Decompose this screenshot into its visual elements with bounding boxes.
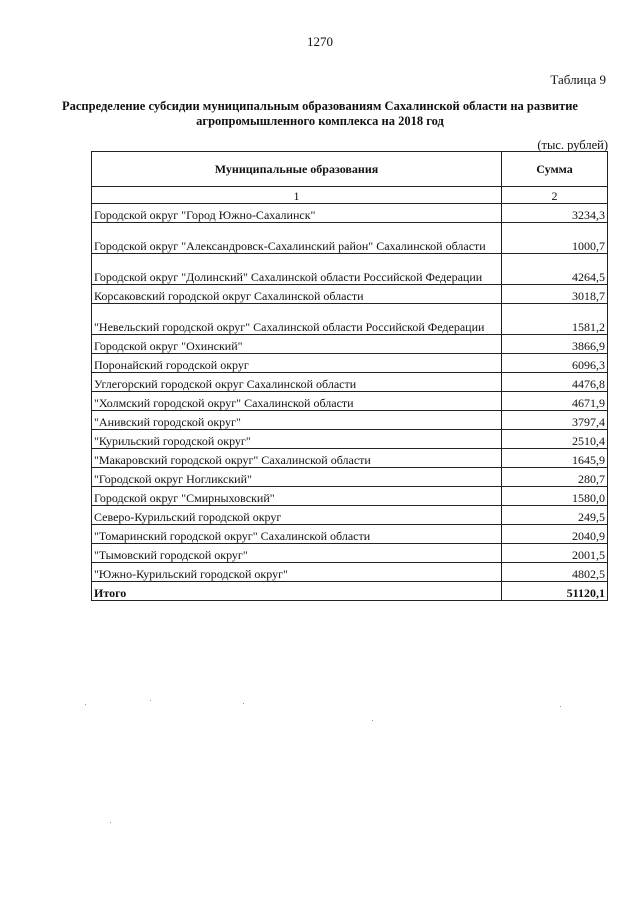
table-row — [92, 254, 608, 285]
subsidy-amount: 1581,2 — [502, 304, 608, 335]
subsidy-amount: 2001,5 — [502, 544, 608, 563]
municipality-name: "Холмский городской округ" Сахалинской области — [92, 392, 502, 411]
total-amount: 51120,1 — [502, 582, 608, 601]
subsidy-table — [91, 151, 608, 601]
scan-speck — [243, 703, 244, 704]
scan-speck — [150, 700, 151, 701]
subsidy-amount: 4671,9 — [502, 392, 608, 411]
subsidy-amount: 6096,3 — [502, 354, 608, 373]
units-label: (тыс. рублей) — [537, 138, 608, 152]
subsidy-amount: 2510,4 — [502, 430, 608, 449]
subsidy-amount: 3018,7 — [502, 285, 608, 304]
table-row — [92, 354, 608, 373]
subsidy-amount: 3234,3 — [502, 204, 608, 223]
municipality-name: Городской округ "Охинский" — [92, 335, 502, 354]
table-row — [92, 563, 608, 582]
municipality-name: Корсаковский городской округ Сахалинской области — [92, 285, 502, 304]
page-number: 1270 — [307, 34, 333, 49]
table-row — [92, 468, 608, 487]
table-row — [92, 223, 608, 254]
subsidy-amount: 4264,5 — [502, 254, 608, 285]
table-row — [92, 411, 608, 430]
scan-speck — [110, 822, 111, 823]
table-row — [92, 392, 608, 411]
table-header-row — [92, 152, 608, 187]
municipality-name: "Курильский городской округ" — [92, 430, 502, 449]
municipality-name: Городской округ "Александровск-Сахалинский район" Сахалинской области — [92, 223, 502, 254]
table-row — [92, 525, 608, 544]
municipality-name: "Южно-Курильский городской округ" — [92, 563, 502, 582]
scan-speck — [372, 720, 373, 721]
municipality-name: Городской округ "Город Южно-Сахалинск" — [92, 204, 502, 223]
header-amount: Сумма — [502, 152, 608, 187]
subsidy-amount: 249,5 — [502, 506, 608, 525]
subsidy-amount: 4476,8 — [502, 373, 608, 392]
table-row — [92, 430, 608, 449]
table-row — [92, 506, 608, 525]
municipality-name: "Тымовский городской округ" — [92, 544, 502, 563]
municipality-name: Углегорский городской округ Сахалинской области — [92, 373, 502, 392]
table-row — [92, 285, 608, 304]
municipality-name: Поронайский городской округ — [92, 354, 502, 373]
subsidy-amount: 4802,5 — [502, 563, 608, 582]
total-label: Итого — [92, 582, 502, 601]
total-row — [92, 582, 608, 601]
scan-speck — [85, 704, 86, 705]
municipality-name: "Невельский городской округ" Сахалинской области Российской Федерации — [92, 304, 502, 335]
subsidy-amount: 3866,9 — [502, 335, 608, 354]
municipality-name: Городской округ "Смирныховский" — [92, 487, 502, 506]
document-title: Распределение субсидии муниципальным образованиям Сахалинской области на развитие агропромышленного комплекса на 2018 год — [62, 99, 578, 128]
subsidy-amount: 1000,7 — [502, 223, 608, 254]
column-number-1: 1 — [92, 187, 502, 204]
municipality-name: "Макаровский городской округ" Сахалинской области — [92, 449, 502, 468]
scan-speck — [560, 706, 561, 707]
table-row — [92, 335, 608, 354]
municipality-name: Северо-Курильский городской округ — [92, 506, 502, 525]
municipality-name: "Городской округ Ногликский" — [92, 468, 502, 487]
table-row — [92, 373, 608, 392]
subsidy-amount: 1580,0 — [502, 487, 608, 506]
column-number-row — [92, 187, 608, 204]
table-row — [92, 487, 608, 506]
table-row — [92, 304, 608, 335]
table-label: Таблица 9 — [550, 72, 606, 87]
municipality-name: Городской округ "Долинский" Сахалинской области Российской Федерации — [92, 254, 502, 285]
column-number-2: 2 — [502, 187, 608, 204]
subsidy-amount: 1645,9 — [502, 449, 608, 468]
subsidy-amount: 280,7 — [502, 468, 608, 487]
header-municipalities: Муниципальные образования — [92, 152, 502, 187]
table-row — [92, 204, 608, 223]
subsidy-amount: 3797,4 — [502, 411, 608, 430]
table-row — [92, 449, 608, 468]
subsidy-amount: 2040,9 — [502, 525, 608, 544]
municipality-name: "Анивский городской округ" — [92, 411, 502, 430]
table-row — [92, 544, 608, 563]
municipality-name: "Томаринский городской округ" Сахалинской области — [92, 525, 502, 544]
